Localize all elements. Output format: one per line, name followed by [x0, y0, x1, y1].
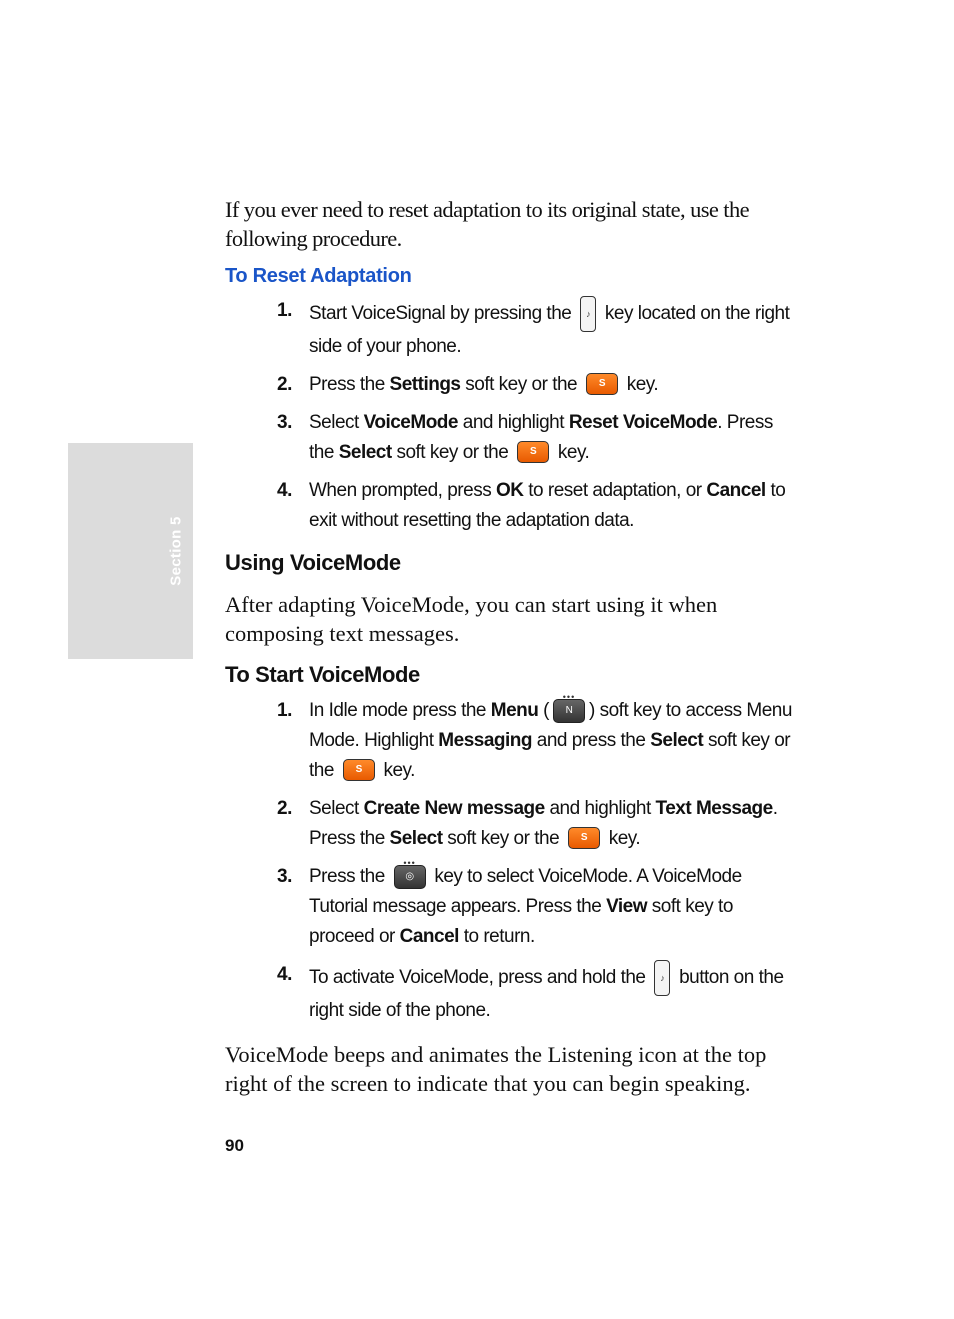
section-label: Section 5	[167, 516, 185, 586]
softkey-orange-icon: S	[568, 827, 600, 849]
list-item: 3. Press the ••• ◎ key to select VoiceMode. A VoiceMode Tutorial message appears. Press the View soft key to proceed or Cancel to return.	[225, 862, 800, 952]
intro-paragraph: If you ever need to reset adaptation to its original state, use the following procedure.	[225, 197, 749, 251]
list-item: 2. Press the Settings soft key or the S key.	[277, 374, 659, 395]
using-heading: Using VoiceMode	[225, 550, 401, 575]
side-voice-key-icon: ♪	[580, 296, 596, 332]
start-heading: To Start VoiceMode	[225, 662, 420, 687]
list-item: 4. When prompted, press OK to reset adaptation, or Cancel to exit without resetting the adaptation data.	[277, 480, 786, 531]
list-item: 3. Select VoiceMode and highlight Reset VoiceMode. Press the Select soft key or the S key.	[277, 412, 773, 463]
closing-paragraph: VoiceMode beeps and animates the Listening icon at the top right of the screen to indicate that you can begin speaking.	[225, 1042, 767, 1096]
start-steps	[225, 696, 800, 1026]
list-item: 1. Start VoiceSignal by pressing the ♪ key located on the right side of your phone.	[225, 296, 800, 362]
camera-key-icon: ••• ◎	[394, 865, 426, 889]
menu-key-icon: ••• N	[553, 699, 585, 723]
reset-steps	[225, 296, 800, 536]
page-number: 90	[225, 1136, 244, 1155]
list-item: 4. To activate VoiceMode, press and hold the ♪ button on the right side of the phone.	[225, 960, 800, 1026]
list-item: 2. Select Create New message and highlight Text Message. Press the Select soft key or the S key.	[277, 798, 778, 849]
using-paragraph: After adapting VoiceMode, you can start using it when composing text messages.	[225, 592, 718, 646]
side-voice-key-icon: ♪	[654, 960, 670, 996]
softkey-orange-icon: S	[343, 759, 375, 781]
reset-heading: To Reset Adaptation	[225, 265, 412, 287]
softkey-orange-icon: S	[586, 373, 618, 395]
softkey-orange-icon: S	[517, 441, 549, 463]
list-item: 1. In Idle mode press the Menu (••• N ) soft key to access Menu Mode. Highlight Messaging and press the Select soft key or the S key.	[225, 696, 800, 786]
page-content	[225, 195, 800, 1098]
